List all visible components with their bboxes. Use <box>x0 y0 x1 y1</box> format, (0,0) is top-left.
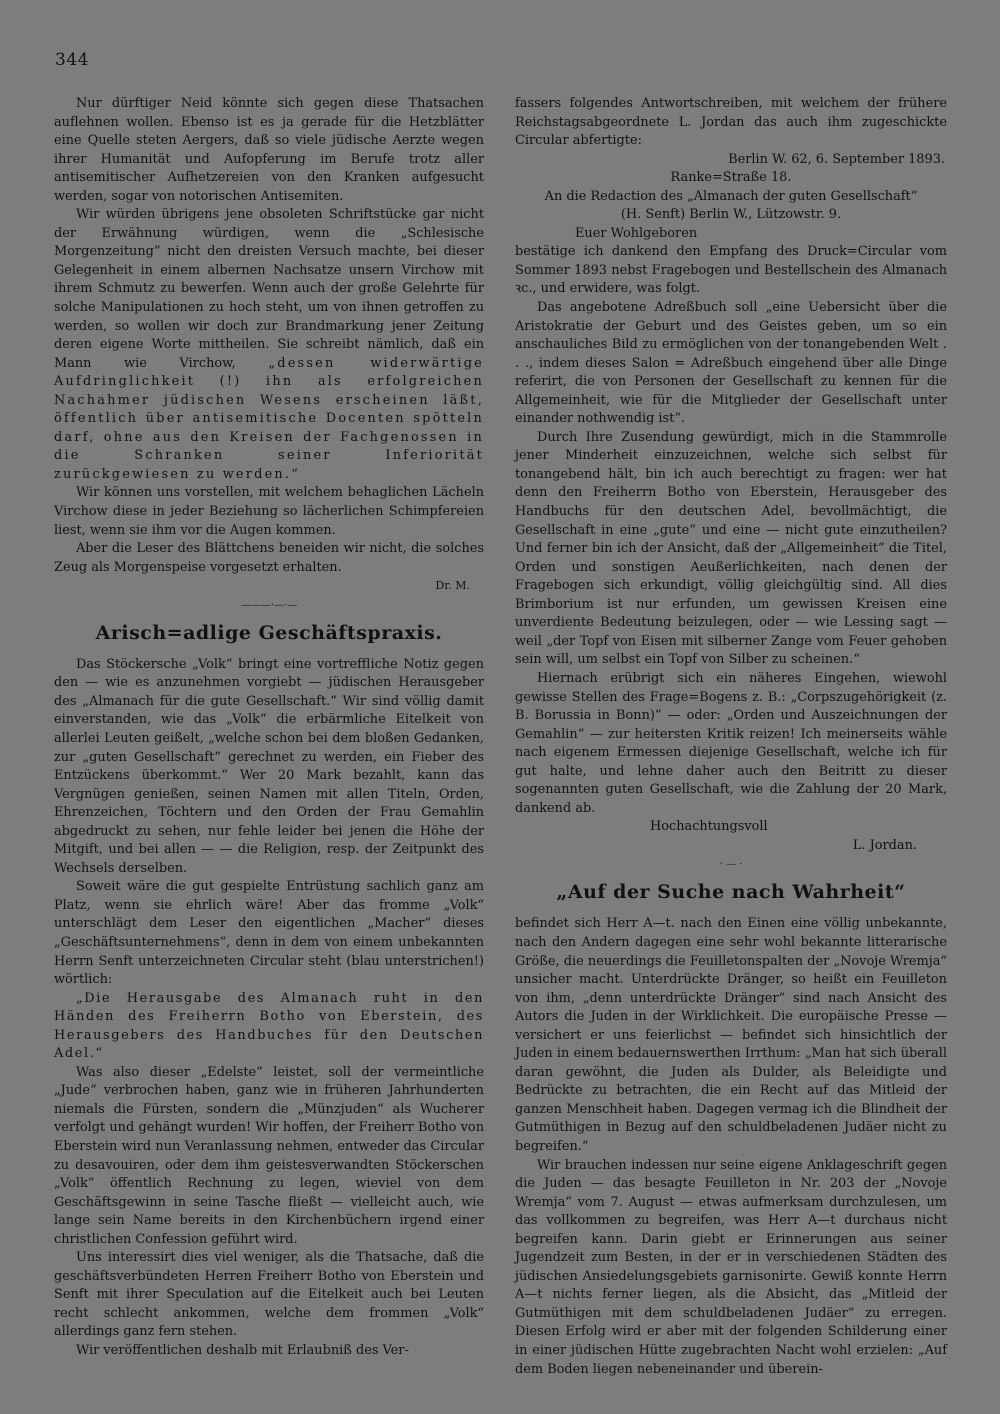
page-number: 344 <box>55 50 89 70</box>
paragraph: Wir veröffentlichen deshalb mit Erlaubniß des Ver- <box>76 1343 409 1358</box>
block-quote: „Die Herausgabe des Almanach ruht in den Händen des Freiherrn Botho von Eberstein, des Herausgebers des Handbuches für den Deutschen Adel.“ <box>54 990 484 1062</box>
paragraph: Das Stöckersche „Volk“ bringt eine vortreffliche Notiz gegen den — wie es anzunehmen vorgiebt — jüdischen Herausgeber des „Almanach für die gute Gesellschaft.“ Wir sind völlig damit einverstanden, wie das „Volk“ die erbärmliche Eitelkeit von allerlei Leuten geißelt, „welche schon bei dem bloßen Gedanken, zur „guten Gesellschaft“ gerechnet zu werden, ein Fieber des Entzückens überkommt.“ Wer 20 Mark bezahlt, kann das Vergnügen genießen, seinen Namen mit allen Titeln, Orden, Ehrenzeichen, Töchtern und den Orden der Frau Gemahlin abgedruckt zu sehen, nur fehle leider bei jenen die Höhe der Mitgift, und bei allen — — die Religion, resp. der Zeitpunkt des Wechsels derselben. <box>54 656 484 876</box>
letter-address-line: An die Redaction des „Almanach der guten Gesellschaft“ <box>544 188 918 204</box>
section-divider: · — · <box>719 859 743 871</box>
left-column <box>54 95 484 1361</box>
letter-salutation: Euer Wohlgeboren <box>575 225 698 241</box>
paragraph-text: Wir würden übrigens jene obsoleten Schriftstücke gar nicht der Erwähnung würdigen, wenn die „Schlesische Morgenzeitung“ nicht den dreisten Versuch machte, bei dieser Gelegenheit in einem albernen Nachsatze unsern Virchow mit ihrem Schmutz zu bewerfen. Wenn auch der große Gelehrte für solche Manipulationen zu hoch steht, um von ihnen getroffen zu werden, so wollen wir doch zur Brandmarkung jener Zeitung deren eigene Worte mittheilen. Sie schreibt nämlich, daß ein Mann wie Virchow, <box>54 207 484 371</box>
article-heading: Arisch=adlige Geschäftspraxis. <box>95 621 443 644</box>
paragraph: Soweit wäre die gut gespielte Entrüstung sachlich ganz am Platz, wenn sie ehrlich wäre! Aber das fromme „Volk“ unterschlägt dem Leser den eigentlichen „Macher“ dieses „Geschäftsunternehmens“, denn in dem von einem unbekannten Herrn Senft unterzeichneten Circular steht (blau unterstrichen!) wörtlich: <box>54 879 484 988</box>
section-divider: ———·—·— <box>240 599 298 611</box>
paragraph: befindet sich Herr A—t. nach den Einen eine völlig unbekannte, nach den Andern dagegen eine sehr wohl bekannte litterarische Größe, die neuerdings die Feuilletonspalten der „Novoje Wremja“ unsicher macht. Unterdrückte Dränger, so heißt ein Feuilleton von ihm, „denn unterdrückte Dränger“ sind nach Ansicht des Autors die Juden in der Wirklichkeit. Die europäische Presse — versichert er uns feierlichst — befindet sich hinsichtlich der Juden in einem bedauernswerthen Irrthum: „Man hat sich überall daran gewöhnt, die Juden als Dulder, als Beleidigte und Bedrückte zu betrachten, die ein Recht auf das Mitleid der ganzen Menschheit haben. Dagegen vermag ich die Blindheit der Gutmüthigen in Bezug auf den schuldbeladenen Judäer nicht zu begreifen.“ <box>515 916 947 1154</box>
letter-place-date: Berlin W. 62, 6. September 1893. <box>728 151 945 167</box>
paragraph: bestätige ich dankend den Empfang des Druck=Circular vom Sommer 1893 nebst Fragebogen und Bestellschein des Almanach ꝛc., und erwidere, was folgt. <box>515 244 947 297</box>
letter-closing: Hochachtungsvoll <box>650 819 768 835</box>
paragraph <box>54 206 484 484</box>
author-signature: Dr. M. <box>435 579 470 593</box>
right-column <box>515 95 947 1379</box>
paragraph: Hiernach erübrigt sich ein näheres Eingehen, wiewohl gewisse Stellen des Frage=Bogens z. B.: „Corpszugehörigkeit (z. B. Borussia in Bonn)“ — oder: „Orden und Auszeichnungen der Gemahlin“ — zur heitersten Kritik reizen! Ich meinerseits wähle nach eigenem Ermessen diejenige Gesellschaft, welche ich für gut halte, und lehne daher auch den Beitritt zu dieser sogenannten guten Gesellschaft, wie die Zahlung der 20 Mark, dankend ab. <box>515 670 947 816</box>
paragraph: Wir brauchen indessen nur seine eigene Anklageschrift gegen die Juden — das besagte Feuilleton in Nr. 203 der „Novoje Wremja“ vom 7. August — etwas aufmerksam durchzulesen, um das vollkommen zu begreifen, was Herr A—t durchaus nicht begreifen kann. Darin giebt er Erinnerungen aus seiner Jugendzeit zum Besten, in der er in verschiedenen Städten des jüdischen Ansiedelungsgebiets garnisonirte. Gewiß konnte Herrn A—t nichts ferner liegen, als die Absicht, das „Mitleid der Gutmüthigen mit dem schuldbeladenen Judäer“ zu erregen. Diesen Erfolg wird er aber mit der folgenden Schilderung einer in einer jüdischen Hütte zugebrachten Nacht wohl erzielen: „Auf dem Boden liegen nebeneinander und überein- <box>515 1157 947 1377</box>
letter-street: Ranke=Straße 18. <box>670 170 792 186</box>
letter-signer: L. Jordan. <box>852 837 917 853</box>
paragraph: fassers folgendes Antwortschreiben, mit welchem der frühere Reichstagsabgeordnete L. Jordan das auch ihm zugeschickte Circular abfertigte: <box>515 96 947 149</box>
paragraph: Nur dürftiger Neid könnte sich gegen diese Thatsachen auflehnen wollen. Ebenso ist es ja gerade für die Hetzblätter eine Quelle steten Aergers, daß so viele jüdische Aerzte wegen ihrer Humanität und Aufopferung im Berufe trotz aller antisemitischer Aufhetzereien von den Kranken aufgesucht werden, sogar von notorischen Antisemiten. <box>54 96 484 204</box>
paragraph: Das angebotene Adreßbuch soll „eine Uebersicht über die Aristokratie der Geburt und des Geistes geben, um so ein anschauliches Bild zu ermöglichen von der tonangebenden Welt . . ., indem dieses Salon = Adreßbuch eingehend über alle Dinge referirt, die von Personen der Gesellschaft zu kennen für die Allgemeinheit, wie für die Mitglieder der Gesellschaft unter einander nothwendig ist“. <box>515 300 947 427</box>
article-heading: „Auf der Suche nach Wahrheit“ <box>556 881 906 904</box>
paragraph: Aber die Leser des Blättchens beneiden wir nicht, die solches Zeug als Morgenspeise vorgesetzt erhalten. <box>54 541 484 575</box>
paragraph: Uns interessirt dies viel weniger, als die Thatsache, daß die geschäftsverbündeten Herren Freiherr Botho von Eberstein und Senft mit ihrer Speculation auf die Eitelkeit auch bei Leuten recht schlecht ankommen, welche dem frommen „Volk“ allerdings ganz fern stehen. <box>54 1250 484 1340</box>
letter-address-line: (H. Senft) Berlin W., Lützowstr. 9. <box>620 207 842 223</box>
spaced-quote: „dessen widerwärtige Aufdringlichkeit (!) ihn als erfolgreichen Nachahmer jüdischen Wesens erscheinen läßt, öffentlich über antisemitische Docenten spötteln darf, ohne aus den Kreisen der Fachgenossen in die Schranken seiner Inferiorität zurückgewiesen zu werden.“ <box>54 355 484 482</box>
paragraph: Durch Ihre Zusendung gewürdigt, mich in die Stammrolle jener Minderheit einzuzeichnen, welche sich selbst für tonangebend hält, bin ich auch berechtigt zu fragen: wer hat denn den Freiherrn Botho von Eberstein, Herausgeber des Handbuchs für den deutschen Adel, bevollmächtigt, die Gesellschaft in eine „gute“ und eine — nicht gute einzutheilen? Und ferner bin ich der Ansicht, daß der „Allgemeinheit“ die Titel, Orden und sonstigen Aeußerlichkeiten, nach denen der Fragebogen sich erkundigt, völlig gleichgültig sind. All dies Brimborium ist nur erfunden, um gewissen Kreisen eine unverdiente Bedeutung beizulegen, oder — wie Lessing sagt — weil „der Topf von Eisen mit silberner Zange vom Feuer gehoben sein will, um selbst ein Topf von Silber zu scheinen.“ <box>515 429 947 668</box>
paragraph: Wir können uns vorstellen, mit welchem behaglichen Lächeln Virchow diese in jeder Beziehung so lächerlichen Schimpfereien liest, wenn sie ihm vor die Augen kommen. <box>54 485 484 538</box>
paragraph: Was also dieser „Edelste“ leistet, soll der vermeintliche „Jude“ verbrochen haben, ganz wie in früheren Jahrhunderten niemals die Fürsten, sondern die „Münzjuden“ als Wucherer verfolgt und gehängt wurden! Wir hoffen, der Freiherr Botho von Eberstein wird nun Veranlassung nehmen, entweder das Circular zu desavouiren, oder dem ihm geistesverwandten Stöckerschen „Volk“ öffentlich Rechnung zu legen, wieviel von dem Geschäftsgewinn in seine Tasche fließt — vielleicht auch, wie lange sein Name bereits in den Kirchenbüchern irgend einer christlichen Confession geführt wird. <box>54 1064 484 1247</box>
